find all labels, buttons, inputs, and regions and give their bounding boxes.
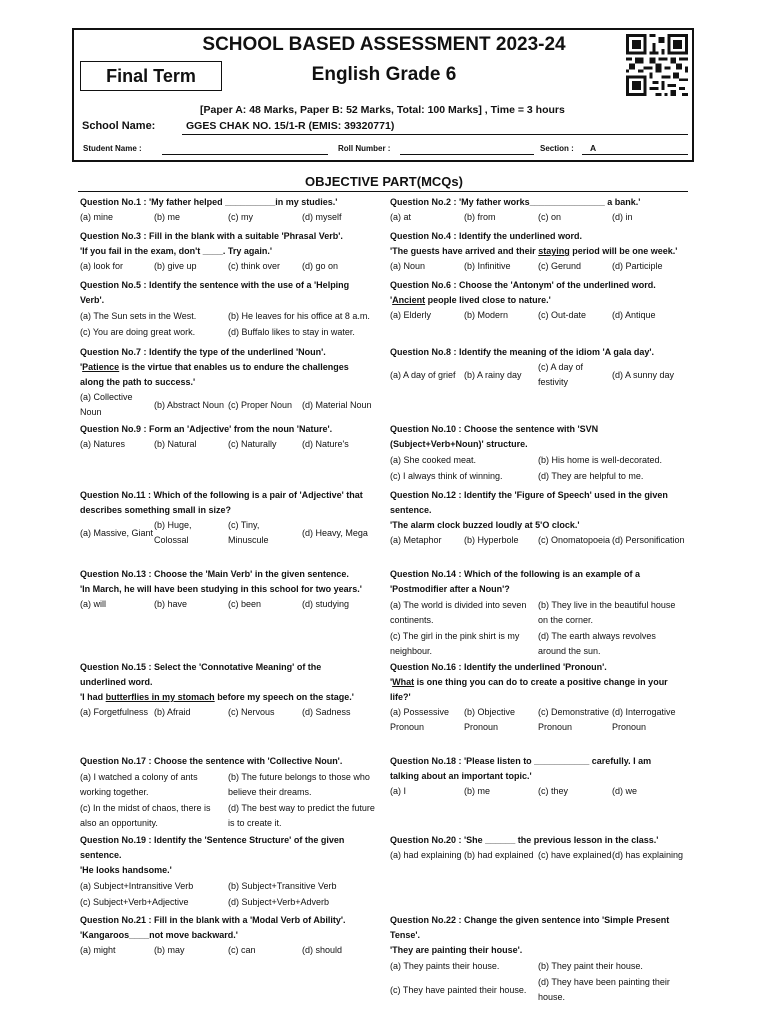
- option-b[interactable]: (b) A rainy day: [464, 369, 522, 380]
- question-line: [390, 567, 690, 582]
- option-a[interactable]: (a) Collective Noun: [80, 392, 133, 417]
- option-a[interactable]: (a) Noun: [390, 261, 426, 271]
- question-line: [80, 863, 380, 878]
- question-text: [390, 488, 690, 533]
- options: [80, 769, 380, 831]
- question-5: [80, 278, 380, 340]
- option-b[interactable]: (b) Infinitive: [464, 261, 511, 271]
- question-20: [390, 833, 690, 863]
- question-line: [80, 503, 380, 518]
- question-line: [390, 229, 690, 244]
- question-line-text: 'If you fail in the exam, don't ____. Try again.': [80, 246, 272, 256]
- question-line: [80, 229, 380, 244]
- options: [390, 452, 690, 484]
- option-d[interactable]: (d) Participle: [612, 261, 663, 271]
- question-2: [390, 195, 690, 225]
- question-text: [80, 278, 380, 308]
- option-b[interactable]: (b) Natural: [154, 439, 197, 449]
- option-c[interactable]: (c) my: [228, 212, 253, 222]
- question-line-text: describes something small in size?: [80, 505, 232, 515]
- option-c[interactable]: (c) on: [538, 212, 562, 222]
- question-line-text: (Subject+Verb+Noun)' structure.: [390, 439, 528, 449]
- option-c[interactable]: (c) They have painted their house.: [390, 984, 527, 995]
- option-a[interactable]: (a) had explaining: [390, 850, 462, 860]
- objective-section-title: OBJECTIVE PART(MCQs): [305, 174, 463, 189]
- question-text: [80, 660, 380, 705]
- question-line: [390, 928, 690, 943]
- question-16: [390, 660, 690, 735]
- option-a[interactable]: (a) I: [390, 786, 407, 796]
- section-value: A: [590, 143, 597, 153]
- question-line-text: 'I had butterflies in my stomach before my speech on the stage.': [80, 692, 354, 702]
- option-b[interactable]: (b) Afraid: [154, 707, 191, 717]
- options: [390, 958, 690, 1005]
- question-line: [390, 278, 690, 293]
- question-text: [80, 754, 380, 769]
- options: [390, 784, 690, 799]
- option-d[interactable]: (d) The best way to predict the future is to create it.: [228, 803, 375, 828]
- question-text: [80, 229, 380, 259]
- option-d[interactable]: (d) Antique: [612, 310, 656, 320]
- option-a[interactable]: (a) Massive, Giant: [80, 527, 154, 538]
- option-b[interactable]: (b) Hyperbole: [464, 535, 519, 545]
- option-a[interactable]: (a) Metaphor: [390, 535, 442, 545]
- assessment-title: SCHOOL BASED ASSESSMENT 2023-24: [202, 34, 566, 55]
- question-text: [390, 278, 690, 308]
- question-line-text: 'Patience is the virtue that enables us to endure the challenges: [80, 362, 349, 372]
- question-number: Question No.8 :: [390, 347, 460, 357]
- question-21: [80, 913, 380, 958]
- question-line: [390, 675, 690, 690]
- question-number: Question No.2 :: [390, 197, 460, 207]
- paper-info: [Paper A: 48 Marks, Paper B: 52 Marks, Total: 100 Marks] , Time = 3 hours: [200, 104, 565, 116]
- question-line-text: 'What is one thing you can do to create a positive change in your: [390, 677, 668, 687]
- option-a[interactable]: (a) A day of grief: [390, 369, 456, 380]
- option-b[interactable]: (b) from: [464, 212, 496, 222]
- option-b[interactable]: (b) Abstract Noun: [154, 399, 225, 410]
- question-line: [80, 848, 380, 863]
- option-a[interactable]: (a) will: [80, 599, 106, 609]
- option-a[interactable]: (a) I watched a colony of ants working together.: [80, 772, 198, 797]
- school-name-value: GGES CHAK NO. 15/1-R (EMIS: 39320771): [186, 120, 395, 132]
- question-22: [390, 913, 690, 1005]
- question-line-text: sentence.: [80, 850, 122, 860]
- question-line: [390, 754, 690, 769]
- question-line-text: Which of the following is a pair of 'Adjective' that: [153, 490, 363, 500]
- question-line: [390, 943, 690, 958]
- question-line: [80, 244, 380, 259]
- question-6: [390, 278, 690, 323]
- question-text: [80, 422, 380, 437]
- question-line-text: Which of the following is an example of a: [464, 569, 641, 579]
- option-c[interactable]: (c) You are doing great work.: [80, 327, 196, 337]
- option-b[interactable]: (b) me: [154, 212, 181, 222]
- question-line-text: Identify the meaning of the idiom 'A gala day'.: [459, 347, 654, 357]
- question-number: Question No.19 :: [80, 835, 155, 845]
- question-line-text: 'My father works_______________ a bank.': [459, 197, 641, 207]
- question-line: [390, 833, 690, 848]
- options: [80, 210, 380, 225]
- school-name-line: [182, 134, 688, 135]
- option-a[interactable]: (a) The world is divided into seven continents.: [390, 600, 527, 625]
- options: [80, 259, 380, 274]
- question-line-text: Choose the sentence with 'Collective Noun'.: [154, 756, 343, 766]
- question-text: [80, 195, 380, 210]
- school-name-label: School Name:: [82, 120, 156, 132]
- question-line-text: life?': [390, 692, 411, 702]
- option-b[interactable]: (b) His home is well-decorated.: [538, 455, 663, 465]
- option-b[interactable]: (b) The future belongs to those who believe their dreams.: [228, 772, 370, 797]
- question-line: [80, 754, 380, 769]
- options: [390, 308, 690, 323]
- question-text: [80, 488, 380, 518]
- option-b[interactable]: (b) He leaves for his office at 8 a.m.: [228, 311, 370, 321]
- option-b[interactable]: (b) have: [154, 599, 188, 609]
- option-d[interactable]: (d) A sunny day: [612, 369, 675, 380]
- option-b[interactable]: (b) Objective Pronoun: [464, 707, 516, 732]
- question-text: [390, 833, 690, 848]
- question-number: Question No.6 :: [390, 280, 460, 290]
- question-text: [390, 913, 690, 958]
- question-line-text: along the path to success.': [80, 377, 196, 387]
- question-line-text: 'They are painting their house'.: [390, 945, 523, 955]
- option-c[interactable]: (c) In the midst of chaos, there is also an opportunity.: [80, 803, 211, 828]
- question-line: [390, 518, 690, 533]
- question-line-text: Identify the underlined 'Pronoun'.: [464, 662, 607, 672]
- question-line: [80, 690, 380, 705]
- options: [80, 878, 380, 910]
- option-c[interactable]: (c) Naturally: [228, 439, 277, 449]
- option-d[interactable]: (d) studying: [302, 599, 350, 609]
- option-c[interactable]: (c) Nervous: [228, 707, 275, 717]
- question-line-text: Fill in the blank with a 'Modal Verb of Ability'.: [154, 915, 346, 925]
- question-line-text: sentence.: [390, 505, 432, 515]
- question-text: [80, 833, 380, 878]
- question-text: [390, 754, 690, 784]
- option-a[interactable]: (a) Natures: [80, 439, 126, 449]
- option-a[interactable]: (a) Elderly: [390, 310, 432, 320]
- qr-code: [626, 34, 688, 96]
- option-a[interactable]: (a) The Sun sets in the West.: [80, 311, 197, 321]
- option-a[interactable]: (a) mine: [80, 212, 114, 222]
- option-a[interactable]: (a) might: [80, 945, 116, 955]
- options: [80, 437, 380, 452]
- question-number: Question No.17 :: [80, 756, 155, 766]
- question-line-text: Select the 'Connotative Meaning' of the: [154, 662, 322, 672]
- question-text: [80, 913, 380, 943]
- question-1: [80, 195, 380, 225]
- question-line-text: Choose the sentence with 'SVN: [464, 424, 599, 434]
- option-c[interactable]: (c) Out-date: [538, 310, 587, 320]
- options: [80, 705, 380, 720]
- question-line-text: Verb'.: [80, 295, 105, 305]
- question-text: [390, 195, 690, 210]
- option-d[interactable]: (d) The earth always revolves around the sun.: [538, 631, 656, 656]
- question-number: Question No.16 :: [390, 662, 465, 672]
- question-number: Question No.4 :: [390, 231, 460, 241]
- question-line: [390, 437, 690, 452]
- question-14: [390, 567, 690, 659]
- option-d[interactable]: (d) Subject+Verb+Adverb: [228, 897, 330, 907]
- question-text: [80, 345, 380, 390]
- question-line-text: 'Kangaroos____not move backward.': [80, 930, 238, 940]
- option-c[interactable]: (c) Tiny, Minuscule: [228, 520, 269, 545]
- option-b[interactable]: (b) They live in the beautiful house on the corner.: [538, 600, 676, 625]
- question-line: [390, 422, 690, 437]
- question-line-text: Identify the type of the underlined 'Noun'.: [149, 347, 326, 357]
- roll-number-field[interactable]: [400, 154, 534, 155]
- question-line: [80, 913, 380, 928]
- option-c[interactable]: (c) been: [228, 599, 262, 609]
- question-line: [80, 293, 380, 308]
- question-number: Question No.12 :: [390, 490, 465, 500]
- question-line: [80, 360, 380, 375]
- term-box: Final Term: [80, 61, 222, 91]
- question-line: [390, 660, 690, 675]
- objective-divider: [78, 191, 688, 192]
- question-line: [390, 913, 690, 928]
- question-line-text: Tense'.: [390, 930, 420, 940]
- option-d[interactable]: (d) Heavy, Mega: [302, 527, 368, 538]
- question-line-text: Identify the 'Figure of Speech' used in the given: [464, 490, 668, 500]
- question-line-text: Identify the underlined word.: [459, 231, 583, 241]
- question-15: [80, 660, 380, 720]
- question-line-text: 'The alarm clock buzzed loudly at 5'O clock.': [390, 520, 580, 530]
- question-13: [80, 567, 380, 612]
- options: [390, 259, 690, 274]
- question-number: Question No.20 :: [390, 835, 465, 845]
- question-line: [390, 244, 690, 259]
- question-10: [390, 422, 690, 484]
- section-label: Section :: [540, 144, 574, 153]
- option-c[interactable]: (c) Demonstrative Pronoun: [538, 707, 610, 732]
- option-d[interactable]: (d) Personification: [612, 535, 685, 545]
- question-12: [390, 488, 690, 548]
- question-8: [390, 345, 690, 390]
- option-a[interactable]: (a) They paints their house.: [390, 961, 500, 971]
- option-d[interactable]: (d) Interrogative Pronoun: [612, 707, 676, 732]
- options: [390, 848, 690, 863]
- option-c[interactable]: (c) think over: [228, 261, 281, 271]
- question-number: Question No.15 :: [80, 662, 155, 672]
- question-line: [80, 660, 380, 675]
- question-line-text: Change the given sentence into 'Simple Present: [464, 915, 670, 925]
- question-number: Question No.21 :: [80, 915, 155, 925]
- option-d[interactable]: (d) in: [612, 212, 633, 222]
- question-11: [80, 488, 380, 548]
- question-text: [390, 422, 690, 452]
- option-d[interactable]: (d) has explaining: [612, 850, 684, 860]
- question-line-text: Identify the 'Sentence Structure' of the given: [154, 835, 345, 845]
- question-line: [80, 195, 380, 210]
- options: [80, 390, 380, 420]
- question-line: [390, 488, 690, 503]
- option-a[interactable]: (a) Subject+Intransitive Verb: [80, 881, 194, 891]
- question-line: [390, 293, 690, 308]
- question-3: [80, 229, 380, 274]
- option-c[interactable]: (c) The girl in the pink shirt is my neighbour.: [390, 631, 520, 656]
- question-line-text: 'Postmodifier after a Noun'?: [390, 584, 510, 594]
- question-line: [80, 375, 380, 390]
- question-line: [80, 675, 380, 690]
- question-line: [390, 345, 690, 360]
- option-c[interactable]: (c) A day of festivity: [538, 362, 584, 387]
- question-number: Question No.14 :: [390, 569, 465, 579]
- question-number: Question No.22 :: [390, 915, 465, 925]
- question-19: [80, 833, 380, 910]
- option-d[interactable]: (d) Nature's: [302, 439, 349, 449]
- option-c[interactable]: (c) Gerund: [538, 261, 582, 271]
- question-number: Question No.13 :: [80, 569, 155, 579]
- question-number: Question No.9 :: [80, 424, 150, 434]
- option-d[interactable]: (d) Buffalo likes to stay in water.: [228, 327, 355, 337]
- options: [390, 705, 690, 735]
- option-d[interactable]: (d) They are helpful to me.: [538, 471, 644, 481]
- question-18: [390, 754, 690, 799]
- question-line-text: Form an 'Adjective' from the noun 'Nature'.: [149, 424, 333, 434]
- roll-number-label: Roll Number :: [338, 144, 391, 153]
- subject-title: English Grade 6: [311, 64, 457, 85]
- option-a[interactable]: (a) Forgetfulness: [80, 707, 149, 717]
- option-b[interactable]: (b) me: [464, 786, 491, 796]
- question-line: [80, 928, 380, 943]
- section-field[interactable]: [582, 154, 688, 155]
- question-text: [80, 567, 380, 597]
- question-4: [390, 229, 690, 274]
- question-text: [390, 567, 690, 597]
- question-line-text: Identify the sentence with the use of a 'Helping: [149, 280, 350, 290]
- question-line-text: 'In March, he will have been studying in this school for two years.': [80, 584, 362, 594]
- question-line: [390, 582, 690, 597]
- options: [390, 360, 690, 390]
- question-text: [390, 345, 690, 360]
- option-d[interactable]: (d) Sadness: [302, 707, 351, 717]
- options: [80, 308, 380, 340]
- question-line-text: Choose the 'Main Verb' in the given sentence.: [154, 569, 349, 579]
- question-line-text: 'Please listen to ___________ carefully. I am: [464, 756, 652, 766]
- question-number: Question No.18 :: [390, 756, 465, 766]
- question-17: [80, 754, 380, 831]
- question-line-text: underlined word.: [80, 677, 153, 687]
- question-line: [80, 422, 380, 437]
- option-a[interactable]: (a) look for: [80, 261, 124, 271]
- question-number: Question No.11 :: [80, 490, 154, 500]
- question-line-text: 'He looks handsome.': [80, 865, 172, 875]
- option-c[interactable]: (c) I always think of winning.: [390, 471, 503, 481]
- option-c[interactable]: (c) can: [228, 945, 256, 955]
- option-c[interactable]: (c) they: [538, 786, 569, 796]
- question-line: [390, 769, 690, 784]
- question-number: Question No.7 :: [80, 347, 150, 357]
- question-line-text: 'The guests have arrived and their staying period will be one week.': [390, 246, 678, 256]
- option-c[interactable]: (c) Onomatopoeia: [538, 535, 611, 545]
- options: [80, 518, 380, 548]
- options: [390, 597, 690, 659]
- question-line: [390, 195, 690, 210]
- option-d[interactable]: (d) should: [302, 945, 343, 955]
- option-b[interactable]: (b) Huge, Colossal: [154, 520, 192, 545]
- question-line: [80, 278, 380, 293]
- question-line: [80, 488, 380, 503]
- options: [390, 210, 690, 225]
- option-c[interactable]: (c) Proper Noun: [228, 399, 293, 410]
- question-number: Question No.10 :: [390, 424, 465, 434]
- question-7: [80, 345, 380, 420]
- question-line-text: Fill in the blank with a suitable 'Phrasal Verb'.: [149, 231, 343, 241]
- question-text: [390, 660, 690, 705]
- option-b[interactable]: (b) may: [154, 945, 185, 955]
- option-a[interactable]: (a) Possessive Pronoun: [390, 707, 450, 732]
- option-b[interactable]: (b) They paint their house.: [538, 961, 643, 971]
- options: [80, 597, 380, 612]
- question-line-text: 'Ancient people lived close to nature.': [390, 295, 551, 305]
- option-a[interactable]: (a) at: [390, 212, 412, 222]
- option-b[interactable]: (b) give up: [154, 261, 197, 271]
- question-number: Question No.3 :: [80, 231, 150, 241]
- option-b[interactable]: (b) Subject+Transitive Verb: [228, 881, 337, 891]
- question-line-text: Choose the 'Antonym' of the underlined word.: [459, 280, 656, 290]
- question-9: [80, 422, 380, 452]
- option-d[interactable]: (d) Material Noun: [302, 399, 372, 410]
- options: [80, 943, 380, 958]
- question-line: [80, 345, 380, 360]
- student-name-label: Student Name :: [83, 144, 142, 153]
- option-c[interactable]: (c) have explained: [538, 850, 612, 860]
- option-c[interactable]: (c) Subject+Verb+Adjective: [80, 897, 189, 907]
- option-d[interactable]: (d) They have been painting their house.: [538, 977, 670, 1002]
- option-b[interactable]: (b) Modern: [464, 310, 509, 320]
- option-d[interactable]: (d) we: [612, 786, 638, 796]
- question-line-text: 'She ______ the previous lesson in the class.': [464, 835, 659, 845]
- question-line: [390, 690, 690, 705]
- question-line-text: talking about an important topic.': [390, 771, 532, 781]
- options: [390, 533, 690, 548]
- question-line: [80, 567, 380, 582]
- question-line: [80, 833, 380, 848]
- question-number: Question No.1 :: [80, 197, 150, 207]
- option-b[interactable]: (b) had explained: [464, 850, 534, 860]
- question-line-text: 'My father helped __________in my studies.': [149, 197, 338, 207]
- question-number: Question No.5 :: [80, 280, 150, 290]
- question-text: [390, 229, 690, 259]
- option-a[interactable]: (a) She cooked meat.: [390, 455, 477, 465]
- student-name-field[interactable]: [162, 154, 328, 155]
- question-line: [80, 582, 380, 597]
- question-line: [390, 503, 690, 518]
- option-d[interactable]: (d) go on: [302, 261, 339, 271]
- option-d[interactable]: (d) myself: [302, 212, 342, 222]
